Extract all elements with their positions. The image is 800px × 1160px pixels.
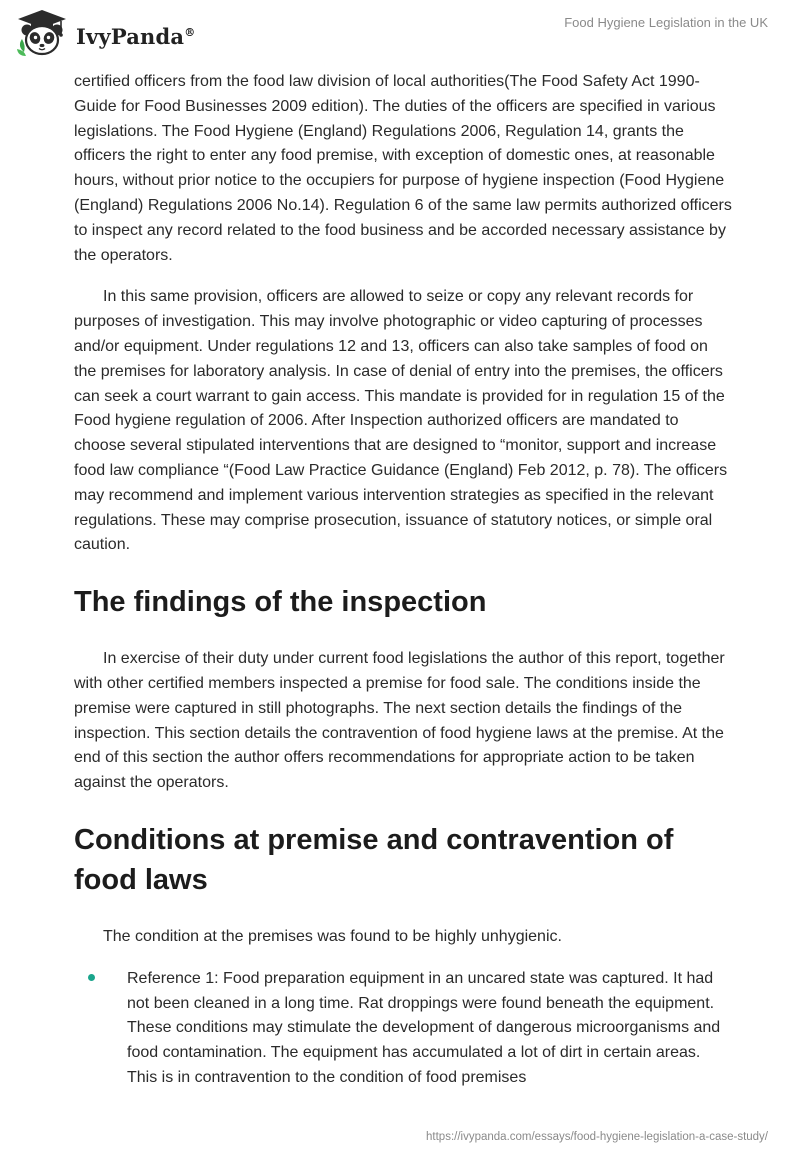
brand-name: IvyPanda® (76, 23, 196, 49)
paragraph-gap (74, 268, 734, 285)
section-gap (74, 796, 734, 820)
list-item (74, 967, 734, 1091)
document-title: Food Hygiene Legislation in the UK (564, 15, 768, 30)
paragraph-provisions: In this same provision, officers are allowed to seize or copy any relevant records for purposes of investigation. This may involve photographic or video capturing of processes and/or equipment. Under regulations 12 and 13, officers can also take samples of food on the premises for laboratory analysis. In case of denial of entry into the premises, the officers can seek a court warrant to gain access. This mandate is provided for in regulation 15 of the Food hygiene regulation of 2006. After Inspection authorized officers are mandated to choose several stipulated interventions that are designed to “monitor, support and increase food law compliance “(Food Law Practice Guidance (England) Feb 2012, p. 78). The officers may recommend and implement various intervention strategies as specified in the relevant regulations. These may comprise prosecution, issuance of statutory notices, or simple oral caution. (74, 288, 728, 554)
reference-list (74, 967, 734, 1091)
paragraph-unhygienic: The condition at the premises was found to be highly unhygienic. (103, 927, 562, 945)
paragraph-gap (74, 950, 734, 967)
page-header (0, 0, 800, 70)
section-gap (74, 622, 734, 647)
section-gap (74, 558, 734, 582)
section-gap (74, 900, 734, 925)
heading-conditions: Conditions at premise and contravention of food laws (74, 823, 674, 896)
paragraph-officers-duties: certified officers from the food law division of local authorities(The Food Safety Act 1990-Guide for Food Businesses 2009 edition). The duties of the officers are specified in various legislations. The Food Hygiene (England) Regulations 2006, Regulation 14, grants the officers the right to enter any food premise, with exception of domestic ones, at reasonable hours, without prior notice to the occupiers for purpose of hygiene inspection (Food Hygiene (England) Regulations 2006 No.14). Regulation 6 of the same law permits authorized officers to inspect any record related to the food business and be accorded necessary assistance by the operators. (74, 73, 732, 264)
panda-graduate-icon (14, 8, 70, 60)
paragraph-inspection: In exercise of their duty under current food legislations the author of this report, together with other certified members inspected a premise for food sale. The conditions inside the premise were captured in still photographs. The next section details the findings of the inspection. This section details the contravention of food hygiene laws at the premise. At the end of this section the author offers recommendations for appropriate action to be taken against the operators. (74, 650, 725, 792)
ivypanda-logo[interactable] (14, 8, 195, 60)
reference-1-text: Reference 1: Food preparation equipment in an uncared state was captured. It had not been cleaned in a long time. Rat droppings were found beneath the equipment. These conditions may stimulate the development of dangerous microorganisms and food contamination. The equipment has accumulated a lot of dirt in certain areas. This is in contravention to the condition of food premises (127, 969, 721, 1086)
bullet-dot-icon (88, 974, 95, 981)
heading-findings: The findings of the inspection (74, 586, 487, 619)
article-body (74, 70, 734, 1091)
source-url-link[interactable]: https://ivypanda.com/essays/food-hygiene-legislation-a-case-study/ (426, 1131, 768, 1143)
